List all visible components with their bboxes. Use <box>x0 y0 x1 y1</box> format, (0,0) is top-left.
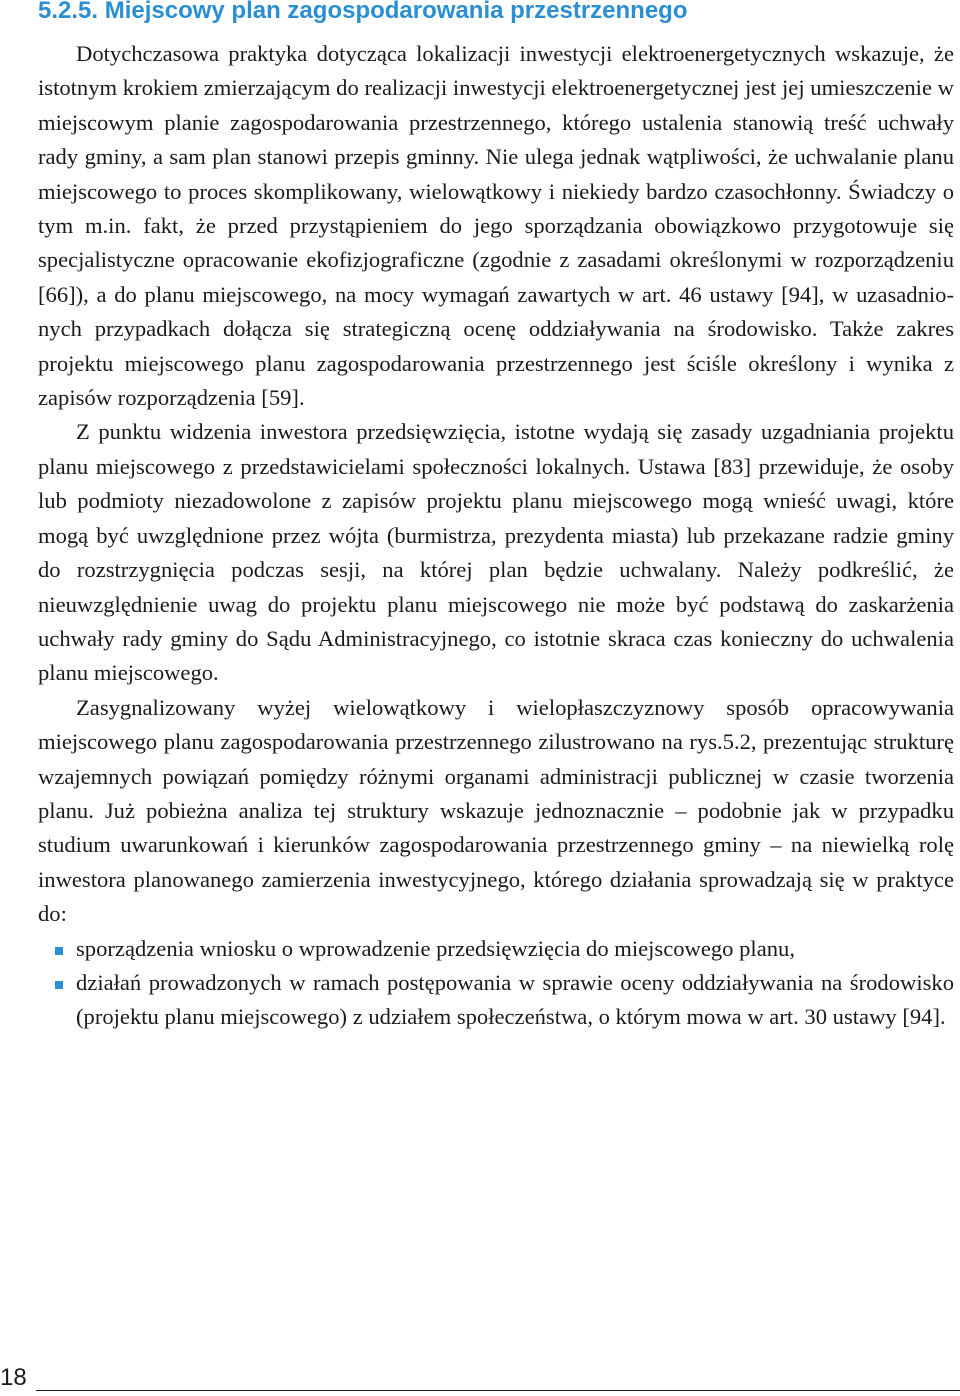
section-heading: 5.2.5. Miejscowy plan zagospodarowania przestrzennego <box>38 0 688 24</box>
document-page <box>38 0 954 1035</box>
bullet-list <box>38 932 954 1035</box>
page-number: 18 <box>0 1364 27 1391</box>
square-bullet-icon <box>55 947 63 955</box>
paragraph-1: Dotychczasowa praktyka dotycząca lokalizacji inwestycji elektroenergetycznych wskazuje, że istotnym krokiem zmierzającym do realizacji inwestycji elektroenergetycznej jest jej umieszczenie w miejscowym planie zagospodarowania przestrzennego, którego ustalenia stanowią treść uchwały rady gminy, a sam plan stanowi przepis gminny. Nie ulega jednak wątpliwości, że uchwalanie planu miejscowego to proces skomplikowany, wielowątkowy i niekiedy bardzo czasochłonny. Świadczy o tym m.in. fakt, że przed przystąpieniem do jego sporządzania obowiązkowo przygotowuje się specjalistyczne opracowanie ekofizjograficzne (zgodnie z zasadami określonymi w rozporządzeniu [66]), a do planu miejscowego, na mocy wymagań zawartych w art. 46 ustawy [94], w uzasadnionych przypadkach dołącza się strategiczną ocenę oddziaływania na środowisko. Także zakres projektu miejscowego planu zagospodarowania przestrzennego jest ściśle określony i wynika z zapisów rozporządzenia [59]. <box>38 41 954 411</box>
list-item <box>38 932 954 966</box>
paragraph-2: Z punktu widzenia inwestora przedsięwzięcia, istotne wydają się zasady uzgadniania projektu planu miejscowego z przedstawicielami społeczności lokalnych. Ustawa [83] przewiduje, że osoby lub podmioty niezadowolone z zapisów projektu planu miejscowego mogą wnieść uwagi, które mogą być uwzględnione przez wójta (burmistrza, prezydenta miasta) lub przekazane radzie gminy do rozstrzygnięcia podczas sesji, na której plan będzie uchwalany. Należy podkreślić, że nieuwzględnienie uwag do projektu planu miejscowego nie może być podstawą do zaskarżenia uchwały rady gminy do Sądu Administracyjnego, co istotnie skraca czas konieczny do uchwalenia planu miejscowego. <box>38 419 954 686</box>
list-item-text: sporządzenia wniosku o wprowadzenie przedsięwzięcia do miejscowego planu, <box>76 935 795 961</box>
square-bullet-icon <box>55 981 63 989</box>
paragraph-3: Zasygnalizowany wyżej wielowątkowy i wielopłaszczyznowy sposób opracowywania miejscowego planu zagospodarowania przestrzennego zilustrowano na rys.5.2, prezentując strukturę wzajemnych powiązań pomiędzy różnymi organami administracji publicznej w czasie tworzenia planu. Już pobieżna analiza tej struktury wskazuje jednoznacznie – podobnie jak w przypadku studium uwarunkowań i kierunków zagospodarowania przestrzennego gminy – na niewielką rolę inwestora planowanego zamierzenia inwestycyjnego, którego działania sprowadzają się w praktyce do: <box>38 694 954 927</box>
list-item <box>38 966 954 1035</box>
footer-rule <box>36 1390 960 1391</box>
list-item-text: działań prowadzonych w ramach postępowania w sprawie oceny oddziaływania na środowisko (projektu planu miejscowego) z udziałem społeczeństwa, o którym mowa w art. 30 ustawy [94]. <box>76 969 954 1030</box>
